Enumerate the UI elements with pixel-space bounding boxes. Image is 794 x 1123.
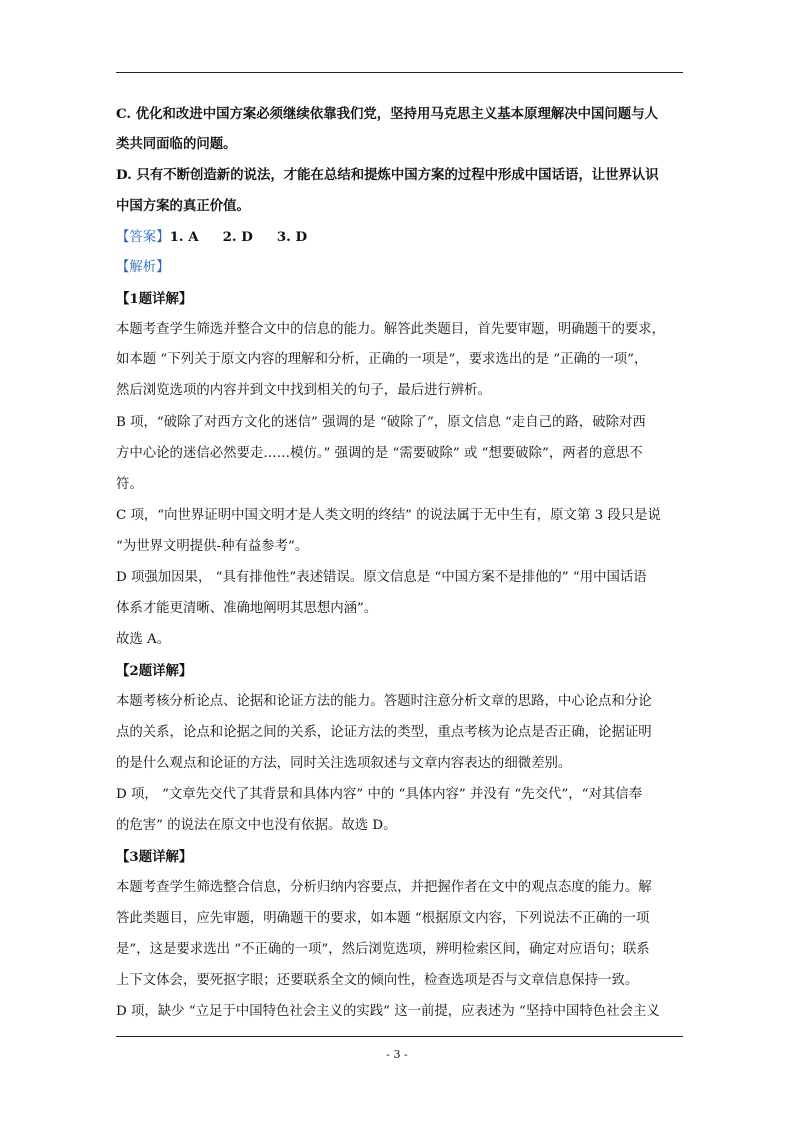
q1-line: 故选 A。	[116, 632, 171, 647]
q1-line: 本题考查学生筛选并整合文中的信息的能力。解答此类题目，首先要审题，明确题干的要求，	[116, 322, 666, 337]
option-c-line-1: C. 优化和改进中国方案必须继续依靠我们党，坚持用马克思主义基本原理解决中国问题与人	[116, 106, 658, 122]
q1-line: C 项，“向世界证明中国文明才是人类文明的终结” 的说法属于无中生有，原文第 3 段只是说	[116, 508, 661, 523]
answer-label: 【答案】	[116, 230, 170, 245]
q1-line: B 项，“破除了对西方文化的迷信” 强调的是 “破除了”，原文信息 “走自己的路，破除对西	[116, 415, 646, 430]
header-rule	[116, 72, 683, 73]
q3-line: D 项，缺少 “立足于中国特色社会主义的实践” 这一前提，应表述为 “坚持中国特色社会主义	[116, 1004, 660, 1019]
analysis-label: 【解析】	[116, 260, 170, 275]
q1-line: “为世界文明提供-种有益参考”。	[116, 539, 309, 554]
answer-item-3: 3. D	[276, 229, 308, 245]
q2-line: 的危害” 的说法在原文中也没有依据。故选 D。	[116, 818, 397, 833]
q1-line: 方中心论的迷信必然要走……模仿。” 强调的是 “需要破除” 或 “想要破除”，两者的意思不	[116, 446, 643, 461]
q1-heading: 【1题详解】	[116, 291, 193, 307]
q3-line: 本题考查学生筛选整合信息，分析归纳内容要点，并把握作者在文中的观点态度的能力。解	[116, 880, 652, 895]
q2-line: 点的关系，论点和论据之间的关系，论证方法的类型，重点考核为论点是否正确，论据证明	[116, 725, 652, 740]
q3-line: 是”，这是要求选出 “不正确的一项”，然后浏览选项，辨明检索区间，确定对应语句；联系	[116, 942, 650, 957]
q3-line: 上下文体会，要死抠字眼；还要联系全文的倾向性，检查选项是否与文章信息保持一致。	[116, 973, 639, 988]
q3-line: 答此类题目，应先审题，明确题干的要求，如本题 “根据原文内容，下列说法不正确的一项	[116, 911, 650, 926]
q3-heading: 【3题详解】	[116, 849, 193, 865]
option-d-line-1: D. 只有不断创造新的说法，才能在总结和提炼中国方案的过程中形成中国话语，让世界认识	[116, 167, 659, 183]
option-d-line-2: 中国方案的真正价值。	[116, 198, 250, 214]
q2-line: D 项， “文章先交代了其背景和具体内容” 中的 “具体内容” 并没有 “先交代”，“对其信奉	[116, 787, 643, 802]
q1-line: 体系才能更清晰、准确地阐明其思想内涵”。	[116, 601, 378, 616]
q1-line: 符。	[116, 477, 143, 492]
q2-line: 本题考核分析论点、论据和论证方法的能力。答题时注意分析文章的思路，中心论点和分论	[116, 694, 652, 709]
q2-line: 的是什么观点和论证的方法，同时关注选项叙述与文章内容表达的细微差别。	[116, 756, 572, 771]
q1-line: 然后浏览选项的内容并到文中找到相关的句子，最后进行辨析。	[116, 383, 491, 398]
answer-item-1: 1. A	[169, 229, 199, 245]
q1-line: 如本题 “下列关于原文内容的理解和分析，正确的一项是”，要求选出的是 “正确的一项”，	[116, 352, 648, 367]
page-number: - 3 -	[386, 1048, 408, 1061]
answer-line	[116, 227, 307, 248]
q1-line: D 项强加因果， “具有排他性”表述错误。原文信息是 “中国方案不是排他的” “用中国话语	[116, 570, 647, 585]
footer-rule	[116, 1036, 683, 1037]
option-c-line-2: 类共同面临的问题。	[116, 136, 237, 152]
q2-heading: 【2题详解】	[116, 663, 193, 679]
answer-item-2: 2. D	[222, 229, 253, 245]
